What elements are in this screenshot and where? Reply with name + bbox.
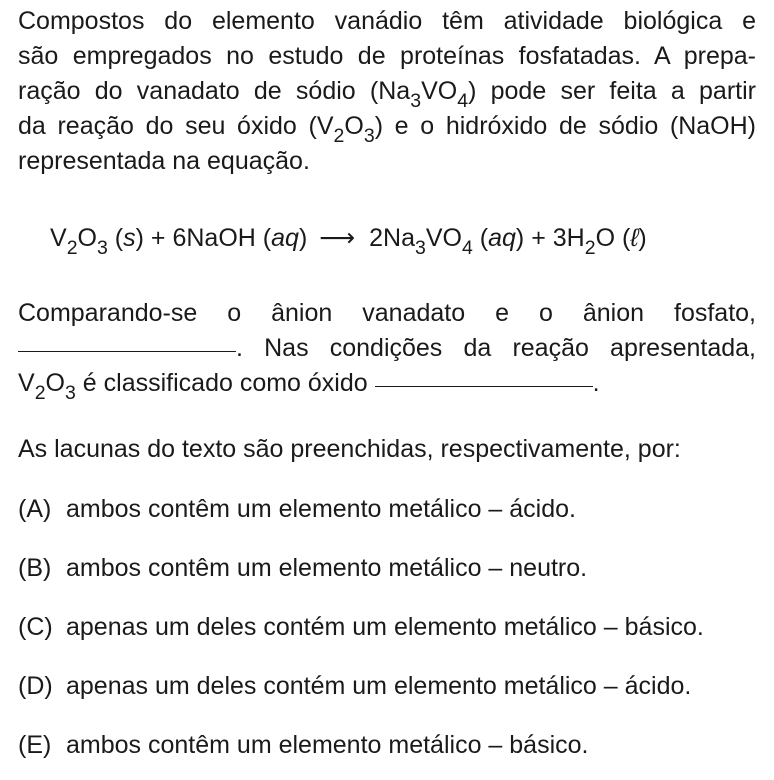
- option-d[interactable]: [18, 669, 691, 704]
- blank-2: [375, 385, 593, 387]
- option-text: apenas um deles contém um elemento metálico – ácido.: [66, 672, 692, 700]
- statement-paragraph: [18, 296, 756, 405]
- option-label: (E): [18, 731, 52, 759]
- option-text: ambos contêm um elemento metálico – básico.: [66, 731, 589, 759]
- chemical-equation: $V_2O_3$ (s) + 6NaOH (aq) ⟶ $2Na_3VO_4$ $(aq) + 3H_2O$ (ℓ): [50, 221, 647, 256]
- option-text: ambos contêm um elemento metálico – neutro.: [66, 554, 588, 582]
- option-c[interactable]: [18, 610, 704, 645]
- reactant-v2o3: $V_2O_3$ (s): [50, 224, 144, 260]
- product-h2o: $3H_2O$ (ℓ): [552, 224, 647, 260]
- option-label: (B): [18, 554, 52, 582]
- intro-line: representada na equação.: [18, 147, 310, 175]
- intro-line: Compostos do elemento vanádio têm atividade biológica e: [18, 7, 756, 35]
- intro-line: ração do vanadato de sódio $(Na_3VO_4)$ pode ser feita a partir: [18, 77, 756, 113]
- option-label: (D): [18, 672, 53, 700]
- intro-line: da reação do seu óxido $(V_2O_3)$ e o hidróxido de sódio (NaOH): [18, 112, 757, 148]
- option-label: (A): [18, 495, 52, 523]
- option-text: apenas um deles contém um elemento metálico – básico.: [66, 613, 704, 641]
- option-b[interactable]: [18, 551, 587, 586]
- option-text: ambos contêm um elemento metálico – ácido.: [66, 495, 576, 523]
- reaction-arrow-icon: ⟶: [319, 224, 356, 252]
- statement-line: Comparando-se o ânion vanadato e o ânion fosfato,: [18, 299, 756, 327]
- intro-paragraph: [18, 4, 756, 179]
- statement-line: $V_2O_3$ é classificado como óxido .: [18, 369, 600, 405]
- intro-line: são empregados no estudo de proteínas fosfatadas. A prepa-: [18, 42, 756, 70]
- option-e[interactable]: [18, 728, 588, 763]
- product-na3vo4: $2Na_3VO_4$ (aq): [369, 224, 525, 260]
- statement-line: . Nas condições da reação apresentada,: [18, 331, 756, 366]
- reactant-naoh: 6NaOH (aq): [172, 224, 308, 252]
- option-a[interactable]: [18, 492, 576, 527]
- option-label: (C): [18, 613, 53, 641]
- prompt-text: As lacunas do texto são preenchidas, respectivamente, por:: [18, 435, 681, 463]
- blank-1: [18, 350, 236, 352]
